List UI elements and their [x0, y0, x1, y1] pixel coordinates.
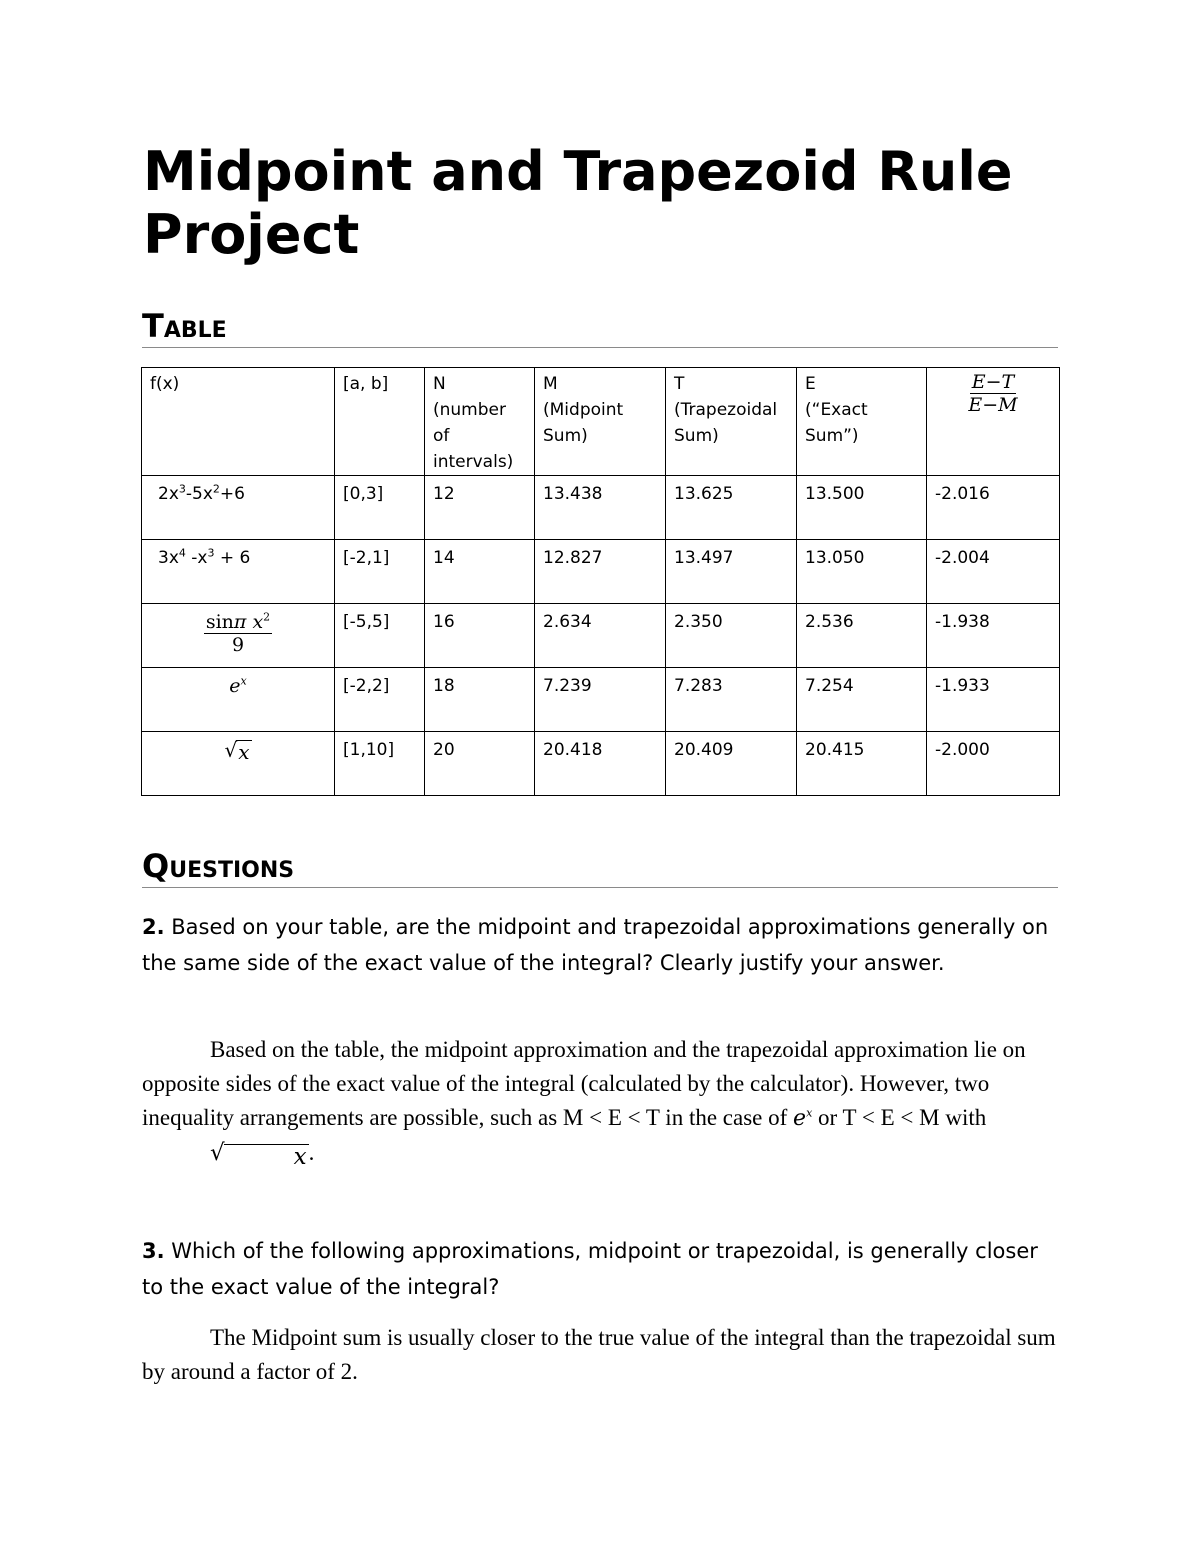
- table-header-row: [142, 368, 1060, 476]
- fx-formula-3: $\frac{\sin\pi x^2}{9}$: [142, 604, 335, 668]
- cell-t: 20.409: [666, 732, 797, 796]
- question-2: [142, 909, 1060, 981]
- cell-e: 13.500: [797, 476, 927, 540]
- cell-n: 16: [425, 604, 535, 668]
- table-row: [142, 476, 1060, 540]
- header-m: M (Midpoint Sum): [535, 368, 666, 476]
- cell-ratio: -1.933: [927, 668, 1060, 732]
- question-3-text: Which of the following approximations, midpoint or trapezoidal, is generally closer to the exact value of the integral?: [142, 1239, 1038, 1299]
- question-3-number: 3.: [142, 1239, 165, 1263]
- document-title: Midpoint and Trapezoid Rule Project: [143, 140, 1013, 266]
- fx-formula-2: $3x^4$ $-x^3 + 6$: [142, 540, 335, 604]
- header-t: T (Trapezoidal Sum): [666, 368, 797, 476]
- header-ratio: [927, 368, 1060, 476]
- table-row: [142, 604, 1060, 668]
- table-row: [142, 668, 1060, 732]
- cell-ratio: -1.938: [927, 604, 1060, 668]
- sqrt-x-symbol: √ x: [210, 1140, 307, 1170]
- cell-interval: [1,10]: [335, 732, 425, 796]
- cell-t: 13.497: [666, 540, 797, 604]
- cell-ratio: -2.000: [927, 732, 1060, 796]
- fx-formula-4: $e^x$: [142, 668, 335, 732]
- cell-e: 2.536: [797, 604, 927, 668]
- table-section-heading: Table: [142, 308, 1058, 348]
- ratio-numerator: E−T: [971, 371, 1015, 393]
- cell-t: 2.350: [666, 604, 797, 668]
- cell-m: 20.418: [535, 732, 666, 796]
- question-2-number: 2.: [142, 915, 165, 939]
- cell-t: 7.283: [666, 668, 797, 732]
- cell-interval: [0,3]: [335, 476, 425, 540]
- cell-m: 7.239: [535, 668, 666, 732]
- table-row: [142, 540, 1060, 604]
- fx-formula-5: √ x: [142, 732, 335, 796]
- cell-ratio: -2.016: [927, 476, 1060, 540]
- answer-3: The Midpoint sum is usually closer to the true value of the integral than the trapezoidal sum by around a factor of 2.: [142, 1325, 1056, 1384]
- cell-n: 12: [425, 476, 535, 540]
- question-3: [142, 1233, 1060, 1305]
- cell-t: 13.625: [666, 476, 797, 540]
- questions-section-heading: Questions: [142, 848, 1058, 888]
- cell-n: 18: [425, 668, 535, 732]
- ratio-denominator: E−M: [968, 394, 1018, 416]
- cell-interval: [-5,5]: [335, 604, 425, 668]
- e-power-x-symbol: $e^x$: [793, 1106, 813, 1131]
- header-e: E (“Exact Sum”): [797, 368, 927, 476]
- cell-interval: [-2,1]: [335, 540, 425, 604]
- answer-2: Based on the table, the midpoint approximation and the trapezoidal approximation lie on opposite sides of the exact value of the integral (calculated by the calculator). However, two inequality arrangements are possible, such as M < E < T in the case of $e^x$ or T < E < M with √ x .: [142, 1037, 1026, 1170]
- table-row: [142, 732, 1060, 796]
- cell-m: 12.827: [535, 540, 666, 604]
- results-table: [141, 367, 1060, 796]
- ratio-fraction: [966, 371, 1019, 416]
- cell-e: 13.050: [797, 540, 927, 604]
- cell-e: 20.415: [797, 732, 927, 796]
- fx-formula-1: $2x^3-5x^2+6$: [142, 476, 335, 540]
- cell-interval: [-2,2]: [335, 668, 425, 732]
- cell-n: 20: [425, 732, 535, 796]
- cell-ratio: -2.004: [927, 540, 1060, 604]
- header-fx: f(x): [142, 368, 335, 476]
- cell-m: 2.634: [535, 604, 666, 668]
- question-2-text: Based on your table, are the midpoint and trapezoidal approximations generally on the same side of the exact value of the integral? Clearly justify your answer.: [142, 915, 1049, 975]
- header-n: N (number of intervals): [425, 368, 535, 476]
- cell-m: 13.438: [535, 476, 666, 540]
- header-interval: [a, b]: [335, 368, 425, 476]
- cell-n: 14: [425, 540, 535, 604]
- cell-e: 7.254: [797, 668, 927, 732]
